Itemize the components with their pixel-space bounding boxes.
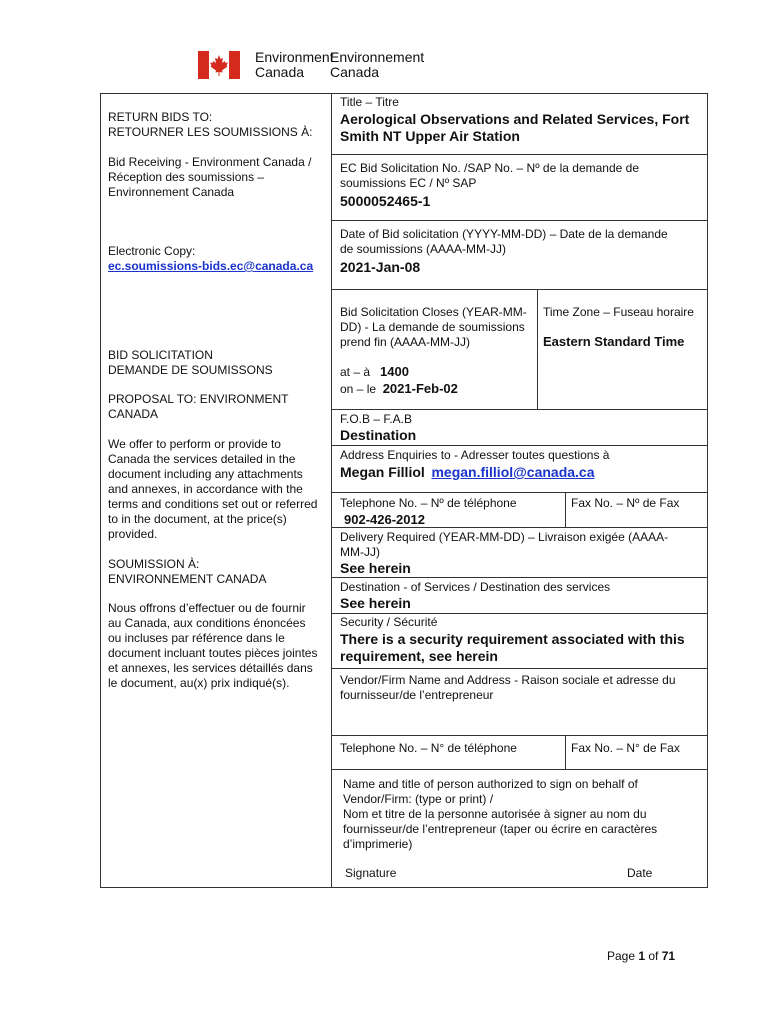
signature-label: Signature — [345, 866, 397, 880]
vendor-section — [340, 673, 702, 703]
left-column — [108, 110, 330, 140]
destination-section — [340, 580, 702, 612]
fax-section — [571, 496, 706, 511]
vendor-fax-divider — [565, 735, 566, 769]
security-value-line2: requirement, see herein — [340, 648, 498, 664]
proposal-to — [108, 392, 330, 422]
contact-name: Megan Filliol — [340, 464, 425, 480]
offer-en-line: provided. — [108, 527, 158, 541]
security-value-line1: There is a security requirement associated with this — [340, 631, 685, 647]
auth-line: d’imprimerie) — [343, 837, 413, 851]
fob-label: F.O.B – F.A.B — [340, 412, 413, 426]
closing-section — [340, 305, 536, 350]
rule — [331, 409, 708, 410]
electronic-copy — [108, 244, 330, 274]
rule — [331, 445, 708, 446]
page-prefix: Page — [607, 949, 639, 963]
offer-text-en — [108, 437, 332, 542]
telephone-value: 902-426-2012 — [344, 512, 425, 527]
soumission-line2: ENVIRONNEMENT CANADA — [108, 572, 267, 586]
offer-en-line: and annexes, in accordance with the — [108, 482, 303, 496]
rule — [331, 220, 708, 221]
security-section — [340, 615, 702, 665]
bid-receiving — [108, 155, 330, 200]
authorized-signer-section — [343, 777, 705, 852]
offer-fr-line: et annexes, les services détaillés dans — [108, 661, 313, 675]
offer-fr-line: au Canada, aux conditions énoncées — [108, 616, 306, 630]
on-label: on – le — [340, 382, 377, 396]
return-bids-en: RETURN BIDS TO: — [108, 110, 213, 124]
fob-section — [340, 412, 702, 444]
bid-receiving-line3: Environnement Canada — [108, 185, 235, 199]
fax-label: Fax No. – Nº de Fax — [571, 496, 680, 510]
bids-email-link[interactable]: ec.soumissions-bids.ec@canada.ca — [108, 259, 314, 273]
rule — [331, 769, 708, 770]
timezone-section — [543, 305, 705, 349]
vendor-label-line2: fournisseur/de l’entrepreneur — [340, 688, 494, 702]
closing-date-value: 2021-Feb-02 — [382, 381, 458, 396]
page-current: 1 — [638, 949, 646, 963]
solicitation-label-line1: EC Bid Solicitation No. /SAP No. – Nº de la demande de — [340, 161, 639, 175]
auth-line: Nom et titre de la personne autorisée à signer au nom du — [343, 807, 647, 821]
rule — [331, 289, 708, 290]
return-bids-fr: RETOURNER LES SOUMISSIONS À: — [108, 125, 313, 139]
contact-email-link[interactable]: megan.filliol@canada.ca — [431, 464, 595, 480]
title-label: Title – Titre — [340, 95, 399, 109]
enquiries-label: Address Enquiries to - Adresser toutes questions à — [340, 448, 610, 462]
solicitation-date-section — [340, 227, 702, 276]
rule — [331, 735, 708, 736]
timezone-label: Time Zone – Fuseau horaire — [543, 305, 694, 319]
electronic-copy-label: Electronic Copy: — [108, 244, 196, 258]
destination-value: See herein — [340, 595, 411, 611]
vendor-fax-label: Fax No. – N° de Fax — [571, 741, 680, 755]
offer-en-line: to in the document, at the price(s) — [108, 512, 287, 526]
page-total: 71 — [661, 949, 676, 963]
offer-en-line: document including any attachments — [108, 467, 303, 481]
page-of: of — [645, 949, 662, 963]
auth-line: Name and title of person authorized to sign on behalf of — [343, 777, 638, 791]
delivery-section — [340, 530, 702, 577]
rule — [331, 154, 708, 155]
solicitation-label-line2: soumissions EC / Nº SAP — [340, 176, 477, 190]
dept-en-line1: Environment — [255, 49, 334, 65]
dept-name-fr — [330, 50, 424, 80]
page-number — [607, 949, 675, 964]
delivery-value: See herein — [340, 560, 411, 576]
date-signature-label: Date — [627, 866, 653, 880]
fob-value: Destination — [340, 427, 417, 443]
timezone-divider — [537, 289, 538, 409]
offer-en-line: terms and conditions set out or referred — [108, 497, 318, 511]
offer-text-fr — [108, 601, 332, 691]
bid-receiving-line2: Réception des soumissions – — [108, 170, 265, 184]
telephone-section — [340, 496, 562, 527]
closes-label-line2: DD) - La demande de soumissions — [340, 320, 525, 334]
rule — [331, 668, 708, 669]
closing-time — [340, 364, 536, 397]
delivery-label-line2: MM-JJ) — [340, 545, 380, 559]
at-label: at – à — [340, 365, 371, 379]
dept-fr-line2: Canada — [330, 64, 380, 80]
offer-fr-line: document incluant toutes pièces jointes — [108, 646, 318, 660]
auth-line: fournisseur/de l’entrepreneur (taper ou écrire en caractères — [343, 822, 658, 836]
vendor-telephone-section — [340, 741, 562, 756]
proposal-to-line1: PROPOSAL TO: ENVIRONMENT — [108, 392, 289, 406]
offer-fr-line: Nous offrons d’effectuer ou de fournir — [108, 601, 306, 615]
title-line2: Smith NT Upper Air Station — [340, 128, 520, 144]
soumission-heading — [108, 557, 330, 587]
dept-fr-line1: Environnement — [330, 49, 425, 65]
solicitation-section — [340, 161, 702, 210]
solicitation-date: 2021-Jan-08 — [340, 259, 421, 275]
closes-label-line1: Bid Solicitation Closes (YEAR-MM- — [340, 305, 527, 319]
offer-fr-line: le document, au(x) prix indiqué(s). — [108, 676, 290, 690]
title-section — [340, 95, 702, 145]
bid-receiving-line1: Bid Receiving - Environment Canada / — [108, 155, 312, 169]
date-label-line1: Date of Bid solicitation (YYYY-MM-DD) – Date de la demande — [340, 227, 668, 241]
delivery-label-line1: Delivery Required (YEAR-MM-DD) – Livraison exigée (AAAA- — [340, 530, 669, 544]
soumission-line1: SOUMISSION À: — [108, 557, 200, 571]
closing-time-value: 1400 — [380, 364, 409, 379]
date-label-line2: de soumissions (AAAA-MM-JJ) — [340, 242, 507, 256]
offer-en-line: We offer to perform or provide to — [108, 437, 281, 451]
rule — [331, 577, 708, 578]
bid-solicitation-heading — [108, 348, 330, 378]
vendor-label-line1: Vendor/Firm Name and Address - Raison sociale et adresse du — [340, 673, 676, 687]
rule — [331, 527, 708, 528]
telephone-label: Telephone No. – Nº de téléphone — [340, 496, 517, 510]
bid-solicitation-fr: DEMANDE DE SOUMISSONS — [108, 363, 273, 377]
closes-label-line3: prend fin (AAAA-MM-JJ) — [340, 335, 471, 349]
fax-divider — [565, 492, 566, 527]
rule — [331, 613, 708, 614]
solicitation-number: 5000052465-1 — [340, 193, 431, 209]
bid-solicitation-en: BID SOLICITATION — [108, 348, 213, 362]
title-line1: Aerological Observations and Related Services, Fort — [340, 111, 690, 127]
security-label: Security / Sécurité — [340, 615, 438, 629]
offer-fr-line: ou incluses par référence dans le — [108, 631, 285, 645]
canada-flag-icon — [198, 51, 240, 79]
proposal-to-line2: CANADA — [108, 407, 159, 421]
vendor-telephone-label: Telephone No. – N° de téléphone — [340, 741, 517, 755]
offer-en-line: Canada the services detailed in the — [108, 452, 296, 466]
rule — [331, 492, 708, 493]
enquiries-section — [340, 448, 702, 481]
dept-en-line2: Canada — [255, 64, 305, 80]
destination-label: Destination - of Services / Destination des services — [340, 580, 611, 594]
dept-name-en — [255, 50, 334, 80]
auth-line: Vendor/Firm: (type or print) / — [343, 792, 494, 806]
vendor-fax-section — [571, 741, 706, 756]
timezone-value: Eastern Standard Time — [543, 334, 685, 349]
